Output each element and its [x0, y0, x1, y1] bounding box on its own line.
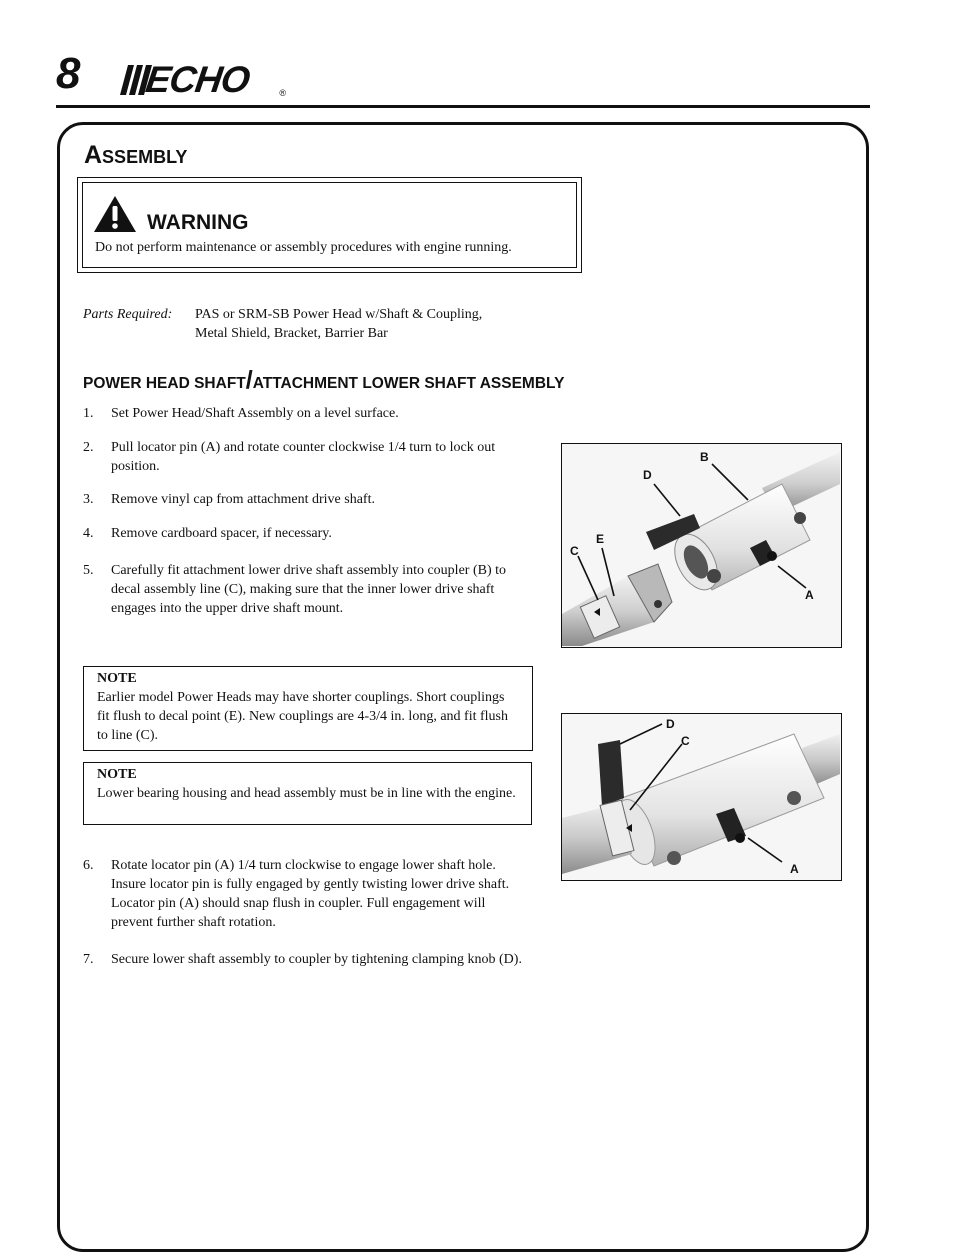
step-text: Remove vinyl cap from attachment drive shaft. [111, 492, 375, 507]
callout-a: A [790, 862, 799, 876]
step-text: Carefully fit attachment lower drive shaft assembly into coupler (B) to decal assembly line (C), making sure that the inner lower drive shaft engages into the upper drive shaft mount. [111, 563, 506, 616]
step-number: 3. [83, 492, 94, 507]
note-text: Earlier model Power Heads may have shorter couplings. Short couplings fit flush to decal point (E). New couplings are 4-3/4 in. long, and fit flush to line (C). [97, 690, 508, 743]
step-item [83, 561, 523, 618]
callout-e: E [596, 532, 605, 546]
step-text: Set Power Head/Shaft Assembly on a level surface. [111, 406, 399, 421]
step-number: 4. [83, 526, 94, 541]
note-box [83, 666, 533, 751]
callout-c: C [570, 544, 579, 558]
parts-required-label: Parts Required: [83, 307, 173, 322]
parts-required-list [195, 305, 482, 343]
note-title: NOTE [97, 671, 137, 686]
step-item [83, 950, 523, 969]
registered-mark: ® [279, 88, 286, 98]
figure-shaft-coupler-assembled [561, 713, 842, 881]
warning-box-inner [82, 182, 577, 268]
section-title: Assembly [84, 141, 188, 169]
step-text: Pull locator pin (A) and rotate counter clockwise 1/4 turn to lock out position. [111, 440, 496, 474]
step-item [83, 856, 523, 932]
callout-c: C [681, 734, 690, 748]
note-text: Lower bearing housing and head assembly must be in line with the engine. [97, 786, 516, 801]
parts-line: PAS or SRM-SB Power Head w/Shaft & Coupling, [195, 307, 483, 322]
step-text: Remove cardboard spacer, if necessary. [111, 526, 332, 541]
step-number: 5. [83, 563, 94, 578]
subsection-title [83, 365, 564, 399]
header-rule [56, 105, 870, 108]
page-number: 8 [56, 49, 81, 98]
step-item [83, 490, 523, 509]
step-item [83, 524, 523, 543]
coupler-assembled-illustration [562, 714, 840, 879]
callout-a: A [805, 588, 814, 602]
warning-text: Do not perform maintenance or assembly procedures with engine running. [95, 240, 512, 255]
step-item [83, 404, 523, 423]
step-text: Secure lower shaft assembly to coupler by tightening clamping knob (D). [111, 952, 522, 967]
logo-text: ECHO [143, 59, 252, 100]
callout-d: D [643, 468, 652, 482]
step-text: Rotate locator pin (A) 1/4 turn clockwise to engage lower shaft hole. Insure locator pin is fully engaged by gently twisting lower drive shaft. Locator pin (A) should snap flush in coupler. Full engagement will prevent further shaft rotation. [111, 858, 510, 930]
warning-box [77, 177, 582, 273]
note-title: NOTE [97, 767, 137, 782]
callout-d: D [666, 717, 675, 731]
warning-heading: WARNING [147, 211, 249, 234]
step-number: 6. [83, 858, 94, 873]
figure-shaft-coupler-disassembled [561, 443, 842, 648]
subsection-title-slash: / [245, 366, 253, 394]
note-box [83, 762, 532, 825]
warning-triangle-icon [93, 195, 137, 233]
step-number: 1. [83, 406, 94, 421]
callout-b: B [700, 450, 709, 464]
step-number: 2. [83, 440, 94, 455]
echo-logo [118, 59, 286, 100]
parts-line: Metal Shield, Bracket, Barrier Bar [195, 326, 388, 341]
step-item [83, 438, 523, 476]
subsection-title-part1: POWER HEAD SHAFT [83, 375, 246, 392]
subsection-title-part2: ATTACHMENT LOWER SHAFT ASSEMBLY [252, 375, 565, 392]
step-number: 7. [83, 952, 94, 967]
